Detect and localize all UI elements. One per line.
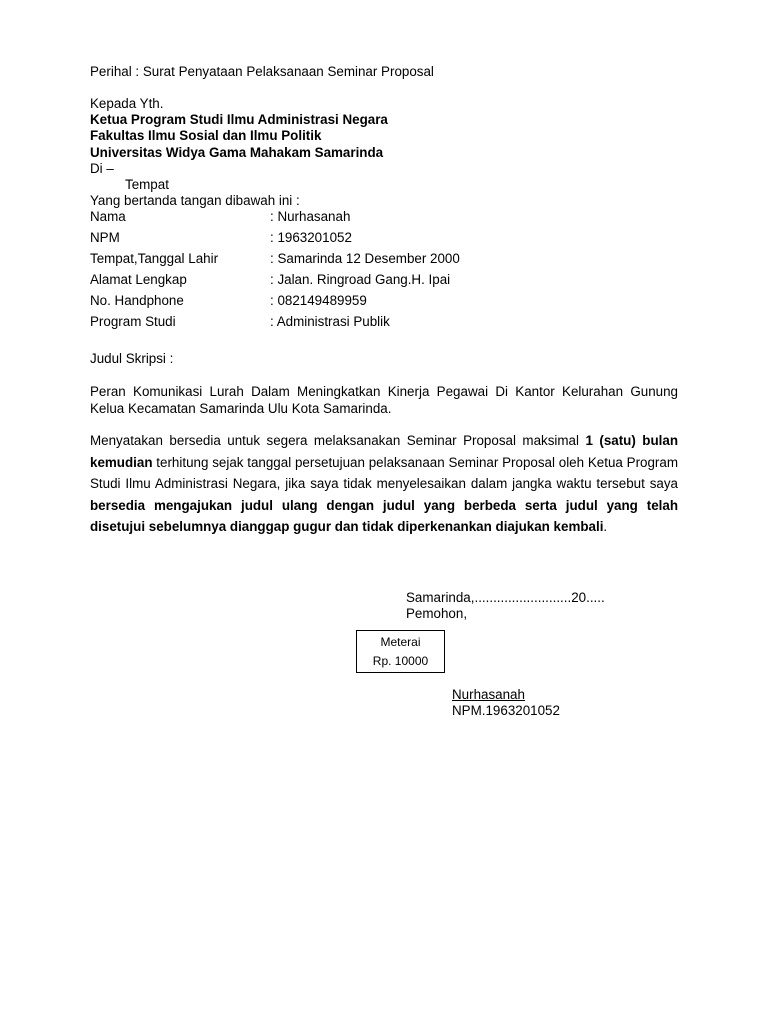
recipient-line-2: Fakultas Ilmu Sosial dan Ilmu Politik — [90, 128, 322, 143]
recipient-line-3: Universitas Widya Gama Mahakam Samarinda — [90, 145, 384, 160]
field-label-nama: Nama — [90, 209, 126, 224]
field-label-handphone: No. Handphone — [90, 293, 184, 308]
tempat-line: Tempat — [125, 177, 169, 192]
judul-label: Judul Skripsi : — [90, 351, 174, 366]
place-date: Samarinda,..........................20..... — [406, 590, 605, 605]
judul-text: Peran Komunikasi Lurah Dalam Meningkatkan Kinerja Pegawai Di Kantor Kelurahan Gunung Kelua Kecamatan Samarinda Ulu Kota Samarinda. — [90, 384, 678, 416]
statement-text-3: . — [603, 519, 608, 534]
field-value-ttl: : Samarinda 12 Desember 2000 — [270, 251, 460, 266]
statement-text-2: terhitung sejak tanggal persetujuan pelaksanaan Seminar Proposal oleh Ketua Program Studi Ilmu Administrasi Negara, jika saya tidak menyelesaikan dalam jangka waktu tersebut saya — [90, 454, 678, 491]
stamp-line-1: Meterai — [380, 635, 421, 649]
field-label-npm: NPM — [90, 230, 120, 245]
field-value-nama: : Nurhasanah — [270, 209, 351, 224]
field-value-alamat: : Jalan. Ringroad Gang.H. Ipai — [270, 272, 451, 287]
intro-line: Yang bertanda tangan dibawah ini : — [90, 193, 300, 208]
signer-name: Nurhasanah — [452, 687, 525, 702]
di-line: Di – — [90, 161, 114, 176]
addressee-greeting: Kepada Yth. — [90, 96, 164, 111]
field-label-prodi: Program Studi — [90, 314, 176, 329]
statement-paragraph — [90, 430, 678, 538]
subject-line: Perihal : Surat Penyataan Pelaksanaan Seminar Proposal — [90, 64, 434, 79]
field-value-handphone: : 082149489959 — [270, 293, 367, 308]
recipient-line-1: Ketua Program Studi Ilmu Administrasi Negara — [90, 112, 388, 127]
statement-bold-1: 1 (satu) bulan kemudian — [90, 433, 678, 470]
signer-npm: NPM.1963201052 — [452, 703, 560, 718]
statement-bold-2: bersedia mengajukan judul ulang dengan judul yang berbeda serta judul yang telah disetujui sebelumnya dianggap gugur dan tidak diperkenankan diajukan kembali — [90, 497, 678, 534]
field-label-alamat: Alamat Lengkap — [90, 272, 187, 287]
field-value-npm: : 1963201052 — [270, 230, 352, 245]
pemohon-label: Pemohon, — [406, 606, 468, 621]
field-value-prodi: : Administrasi Publik — [270, 314, 390, 329]
field-label-ttl: Tempat,Tanggal Lahir — [90, 251, 219, 266]
stamp-line-2: Rp. 10000 — [372, 654, 429, 668]
meterai-stamp-box — [356, 630, 445, 673]
statement-text-1: Menyatakan bersedia untuk segera melaksanakan Seminar Proposal maksimal — [90, 433, 586, 448]
